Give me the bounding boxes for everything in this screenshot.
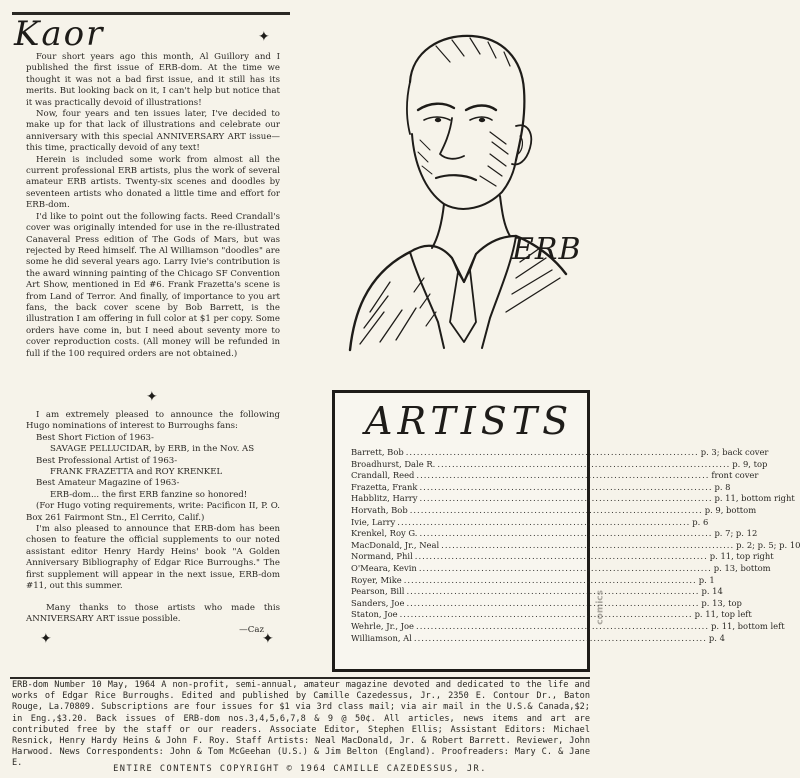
artist-entry (351, 609, 752, 621)
artist-page-ref: front cover (711, 470, 759, 481)
hugo-nominee: ERB-dom... the first ERB fanzine so honored! (50, 489, 248, 500)
hugo-category: Best Short Fiction of 1963- (36, 432, 154, 443)
artist-page-ref: p. 1 (698, 574, 715, 585)
kaor-editorial (26, 52, 280, 360)
artist-name: Williamson, Al (351, 632, 412, 643)
artist-entry (351, 539, 800, 552)
dot-leader (416, 470, 709, 482)
dot-leader (404, 575, 697, 587)
supplement-announcement: I'm also pleased to announce that ERB-dom has been chosen to feature the official supplements to our noted assistant editor Henry Hardy Heins' book "A Golden Anniversary Bibliography of Edgar Rice Burroughs." The first supplement will appear in the next issue, ERB-dom #11, out this summer. (26, 524, 280, 592)
artist-name: Habblitz, Harry (351, 493, 418, 504)
dot-leader (414, 633, 707, 645)
signature: —Caz (239, 625, 264, 636)
hugo-nominee: FRANK FRAZETTA and ROY KRENKEL (50, 467, 223, 478)
artist-name: Normand, Phil (351, 551, 413, 562)
artist-entry (351, 574, 715, 587)
dot-leader (406, 447, 699, 459)
dot-leader (406, 598, 699, 610)
hugo-nominee: SAVAGE PELLUCIDAR, by ERB, in the Nov. AS (50, 444, 255, 455)
kaor-para-1: Four short years ago this month, Al Guillory and I published the first issue of ERB-dom. At the time we thought it was not a bad first issue, and it still has its merits. But looking back on it, I can't help but notice that it was practically devoid of illustrations! (26, 52, 280, 108)
watermark: comics (596, 590, 606, 625)
artist-name: O'Meara, Kevin (351, 562, 417, 573)
thanks-note: Many thanks to those artists who made this ANNIVERSARY ART issue possible. (26, 602, 280, 624)
hugo-category: Best Professional Artist of 1963- (36, 455, 178, 466)
artist-name: Sanders, Joe (351, 597, 405, 608)
artist-page-ref: p. 13, top (701, 597, 742, 608)
artist-entry (351, 481, 731, 494)
hugo-announcement (26, 410, 280, 637)
dot-leader (410, 505, 703, 517)
hugo-voting-note: (For Hugo voting requirements, write: Pacificon II, P. O. Box 261 Fairmont Stn., El Cerrito, Calif.) (26, 501, 280, 523)
artist-entry (351, 551, 774, 563)
artist-page-ref: p. 14 (701, 586, 723, 597)
artist-name: Crandall, Reed (351, 470, 415, 481)
artist-name: Barrett, Bob (351, 447, 404, 457)
dot-leader (400, 609, 693, 621)
artist-page-ref: p. 9, bottom (704, 504, 757, 515)
kaor-para-4: I'd like to point out the following facts. Reed Crandall's cover was originally intended for use in the re-illustrated Canaveral Press edition of The Gods of Mars, but was rejected by Reed himself. The Al Williamson "doodles" are some he did several years ago. Larry Ivie's contribution is the award winning painting of the Chicago SF Convention Art Show, mentioned in Ed #6. Frank Frazetta's scene is from Land of Terror. And finally, of importance to you art fans, the back cover scene by Bob Barrett, is the illustration I am offering in full color at $1 per copy. Some orders have come in, but I need about seventy more to cover reproduction costs. (All money will be refunded in full if the 100 required orders are not obtained.) (26, 211, 280, 359)
dot-leader (437, 459, 730, 471)
artist-page-ref: p. 3; back cover (700, 447, 769, 457)
hugo-intro: I am extremely pleased to announce the following Hugo nominations of interest to Burroughs fans: (26, 410, 280, 432)
kaor-title: Kaor (14, 14, 105, 54)
artist-entry (351, 586, 723, 598)
colophon: ERB-dom Number 10 May, 1964 A non-profit, semi-annual, amateur magazine devoted and dedicated to the life and works of Edgar Rice Burroughs. Edited and published by Camille Cazedessus, Jr., 2350 E. Contour Dr., Baton Rouge, La.70809. Subscriptions are four issues for $1 via 3rd class mail; via air mail in the U.S.& Canada,$2; in Eng.,$3.20. Back issues of ERB-dom nos.3,4,5,6,7,8 & 9 @ 50¢. All articles, news items and art are contributed free by the staff or our readers. Associate Editor, Stephen Ellis; Assistant Editors: Michael Resnick, Henry Hardy Heins & John F. Roy. Staff Artists: Neal MacDonald, Jr. & Robert Barrett. Reviewer, John Harwood. News Correspondents: John & Tom McGeehan (U.S.) & Jim Belton (England). Proofreaders: Mary C. & Jane E. (12, 680, 590, 769)
footer-top-rule (10, 677, 590, 679)
dot-leader (406, 586, 699, 598)
artist-page-ref: p. 11, bottom left (711, 620, 785, 631)
star-icon: ✦ (262, 631, 274, 647)
artists-title: ARTISTS (365, 399, 574, 443)
artist-entry (351, 528, 758, 540)
artist-entry (351, 597, 742, 610)
artist-entry (351, 562, 771, 575)
artist-page-ref: p. 9, top (732, 458, 768, 469)
kaor-para-3: Herein is included some work from almost all the current professional ERB artists, plus the work of several amateur ERB artists. Twenty-six scenes and doodles by seventeen artists who donated a little time and effort for ERB-dom. (26, 154, 280, 211)
artist-name: Horvath, Bob (351, 504, 408, 515)
artist-page-ref: p. 11, bottom right (714, 493, 795, 504)
copyright: ENTIRE CONTENTS COPYRIGHT © 1964 CAMILLE CAZEDESSUS, JR. (113, 764, 487, 774)
artist-page-ref: p. 13, bottom (713, 562, 771, 573)
dot-leader (419, 528, 712, 540)
artist-entry (351, 620, 785, 633)
artist-name: Ivie, Larry (351, 516, 396, 527)
artist-name: Frazetta, Frank (351, 481, 418, 492)
artist-page-ref: p. 4 (708, 632, 725, 643)
star-icon: ✦ (258, 29, 270, 45)
artist-entry (351, 458, 768, 471)
dot-leader (441, 540, 734, 552)
dot-leader (420, 493, 713, 505)
artist-page-ref: p. 11, top left (694, 609, 752, 620)
star-icon: ✦ (40, 631, 52, 647)
artist-entry (351, 632, 725, 645)
dot-leader (420, 482, 713, 494)
star-icon: ✦ (146, 389, 158, 405)
artist-name: Pearson, Bill (351, 586, 405, 597)
dot-leader (397, 517, 690, 529)
artist-name: Royer, Mike (351, 574, 402, 585)
kaor-para-2: Now, four years and ten issues later, I've decided to make up for that lack of illustrations and celebrate our anniversary with this special ANNIVERSARY ART issue—this time, practically devoid of any text! (26, 109, 280, 154)
artist-page-ref: p. 2; p. 5; p. 10 (736, 539, 800, 550)
artist-name: Staton, Joe (351, 609, 398, 620)
artist-entry (351, 504, 757, 517)
erb-portrait (340, 22, 580, 352)
artist-name: Wehrle, Jr., Joe (351, 620, 415, 631)
erb-portrait-caption: ERB (512, 232, 582, 267)
artist-page-ref: p. 8 (714, 481, 731, 492)
dot-leader (416, 621, 709, 633)
artist-page-ref: p. 7; p. 12 (714, 528, 758, 539)
dot-leader (415, 551, 708, 563)
artist-page-ref: p. 6 (692, 516, 709, 527)
artist-entry (351, 447, 769, 459)
dot-leader (419, 563, 712, 575)
artist-entry (351, 493, 795, 505)
hugo-category: Best Amateur Magazine of 1963- (36, 478, 180, 489)
artist-name: Broadhurst, Dale R. (351, 458, 436, 469)
artist-name: Krenkel, Roy G. (351, 528, 418, 539)
artist-entry (351, 470, 759, 482)
artist-entry (351, 516, 709, 529)
artist-page-ref: p. 11, top right (709, 551, 774, 562)
artist-name: MacDonald, Jr., Neal (351, 539, 440, 550)
